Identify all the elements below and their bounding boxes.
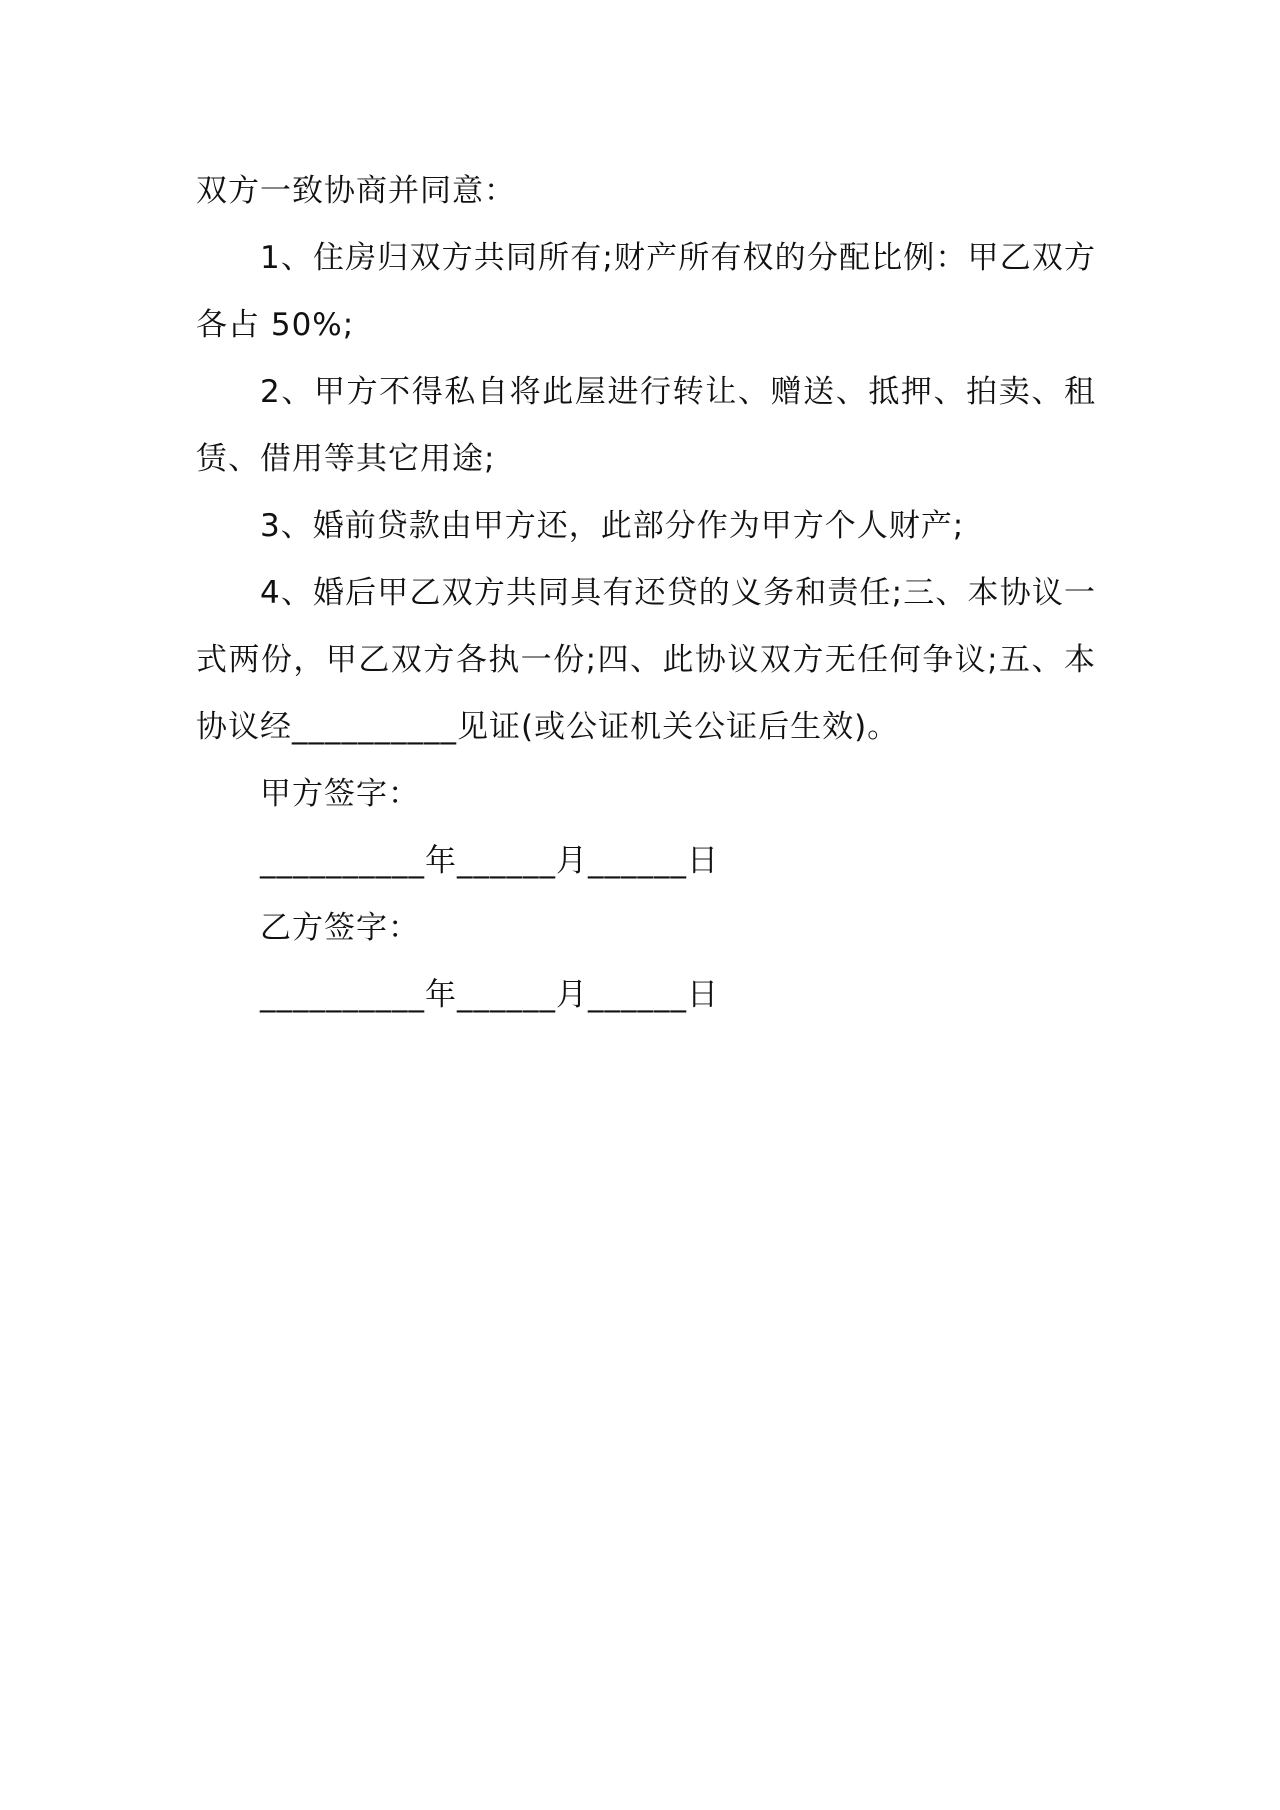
party-a-date-line: __________年______月______日 [260, 843, 719, 879]
clause-3: 3、婚前贷款由甲方还，此部分作为甲方个人财产; [260, 508, 965, 544]
party-b-signature-label: 乙方签字： [260, 910, 420, 946]
clause-1: 1、住房归双方共同所有;财产所有权的分配比例：甲乙双方各占 50%; [196, 240, 1096, 343]
party-b-date-line: __________年______月______日 [260, 977, 719, 1013]
clause-4: 4、婚后甲乙双方共同具有还贷的义务和责任;三、本协议一式两份，甲乙双方各执一份;四、此协议双方无任何争议;五、本协议经__________见证(或公证机关公证后生效)。 [196, 575, 1096, 745]
intro-text: 双方一致协商并同意： [196, 173, 516, 209]
document-page [196, 158, 1096, 1029]
clause-2: 2、甲方不得私自将此屋进行转让、赠送、抵押、拍卖、租赁、借用等其它用途; [196, 374, 1096, 477]
party-a-signature-label: 甲方签字： [260, 776, 420, 812]
